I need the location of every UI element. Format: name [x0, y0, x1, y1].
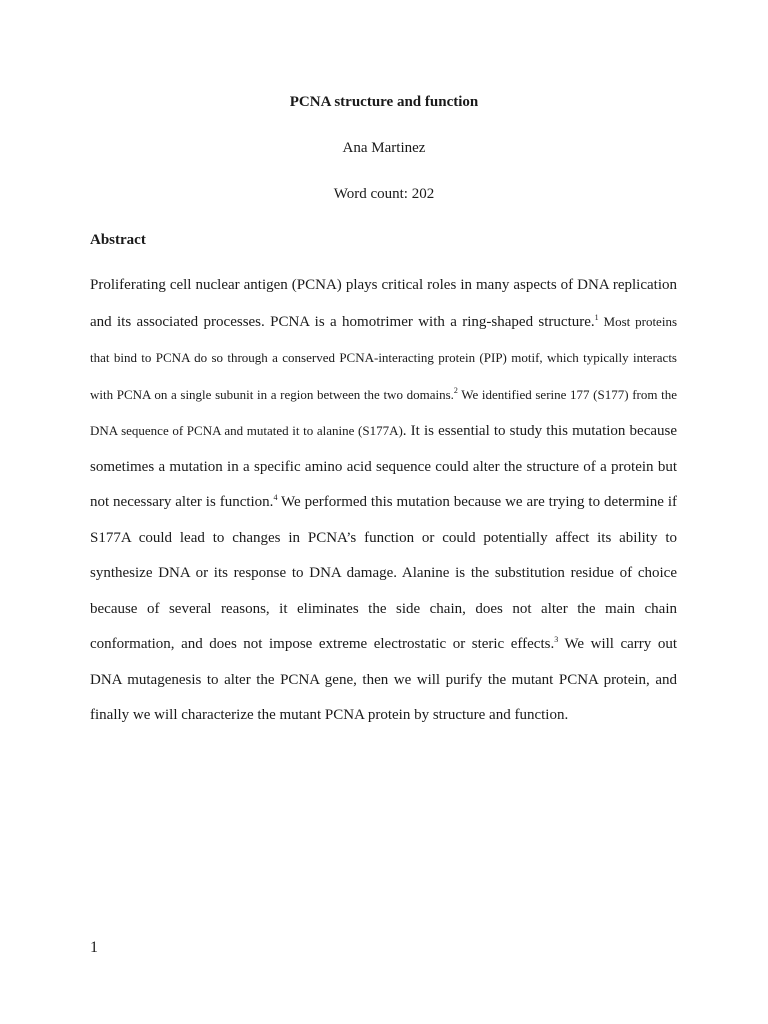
author-name: Ana Martinez — [342, 140, 426, 156]
abstract-sentence-6: We will carry out DNA mutagenesis to alter the PCNA gene, then we will purify the mutant PCNA protein, and finally we will characterize the mutant PCNA protein by structure and function. — [90, 636, 677, 723]
citation-4: 4 — [273, 493, 278, 502]
document-title: PCNA structure and function — [289, 94, 479, 110]
abstract-heading: Abstract — [90, 232, 146, 248]
abstract-sentence-5: We performed this mutation because we are trying to determine if S177A could lead to changes in PCNA’s function or could potentially affect its ability to synthesize DNA or its response to DNA damage. Alanine is the substitution residue of choice because of several reasons, it eliminates the side chain, does not alter the main chain conformation, and does not impose extreme electrostatic or steric effects. — [90, 494, 677, 652]
abstract-paragraph — [90, 268, 677, 734]
citation-2: 2 — [453, 385, 458, 395]
abstract-sentence-1: Proliferating cell nuclear antigen (PCNA) plays critical roles in many aspects of DNA replication and its associated processes. PCNA is a homotrimer with a ring-shaped structure. — [90, 277, 677, 330]
citation-3: 3 — [554, 635, 559, 644]
word-count: Word count: 202 — [333, 186, 435, 202]
abstract-sentence-2: Most proteins that bind to PCNA do so through a conserved PCNA-interacting protein (PIP) motif, which typically interacts with PCNA on a single subunit in a region between the two domains. — [90, 313, 677, 402]
abstract-sentence-3: We identified serine 177 (S177) from the DNA sequence of PCNA and mutated it to alanine (S177A) — [90, 386, 677, 438]
citation-1: 1 — [594, 312, 599, 322]
abstract-sentence-4: . It is essential to study this mutation because sometimes a mutation in a specific amino acid sequence could alter the structure of a protein but not necessary alter is function. — [90, 423, 677, 510]
abstract-body — [90, 268, 677, 734]
page-number: 1 — [90, 939, 98, 956]
